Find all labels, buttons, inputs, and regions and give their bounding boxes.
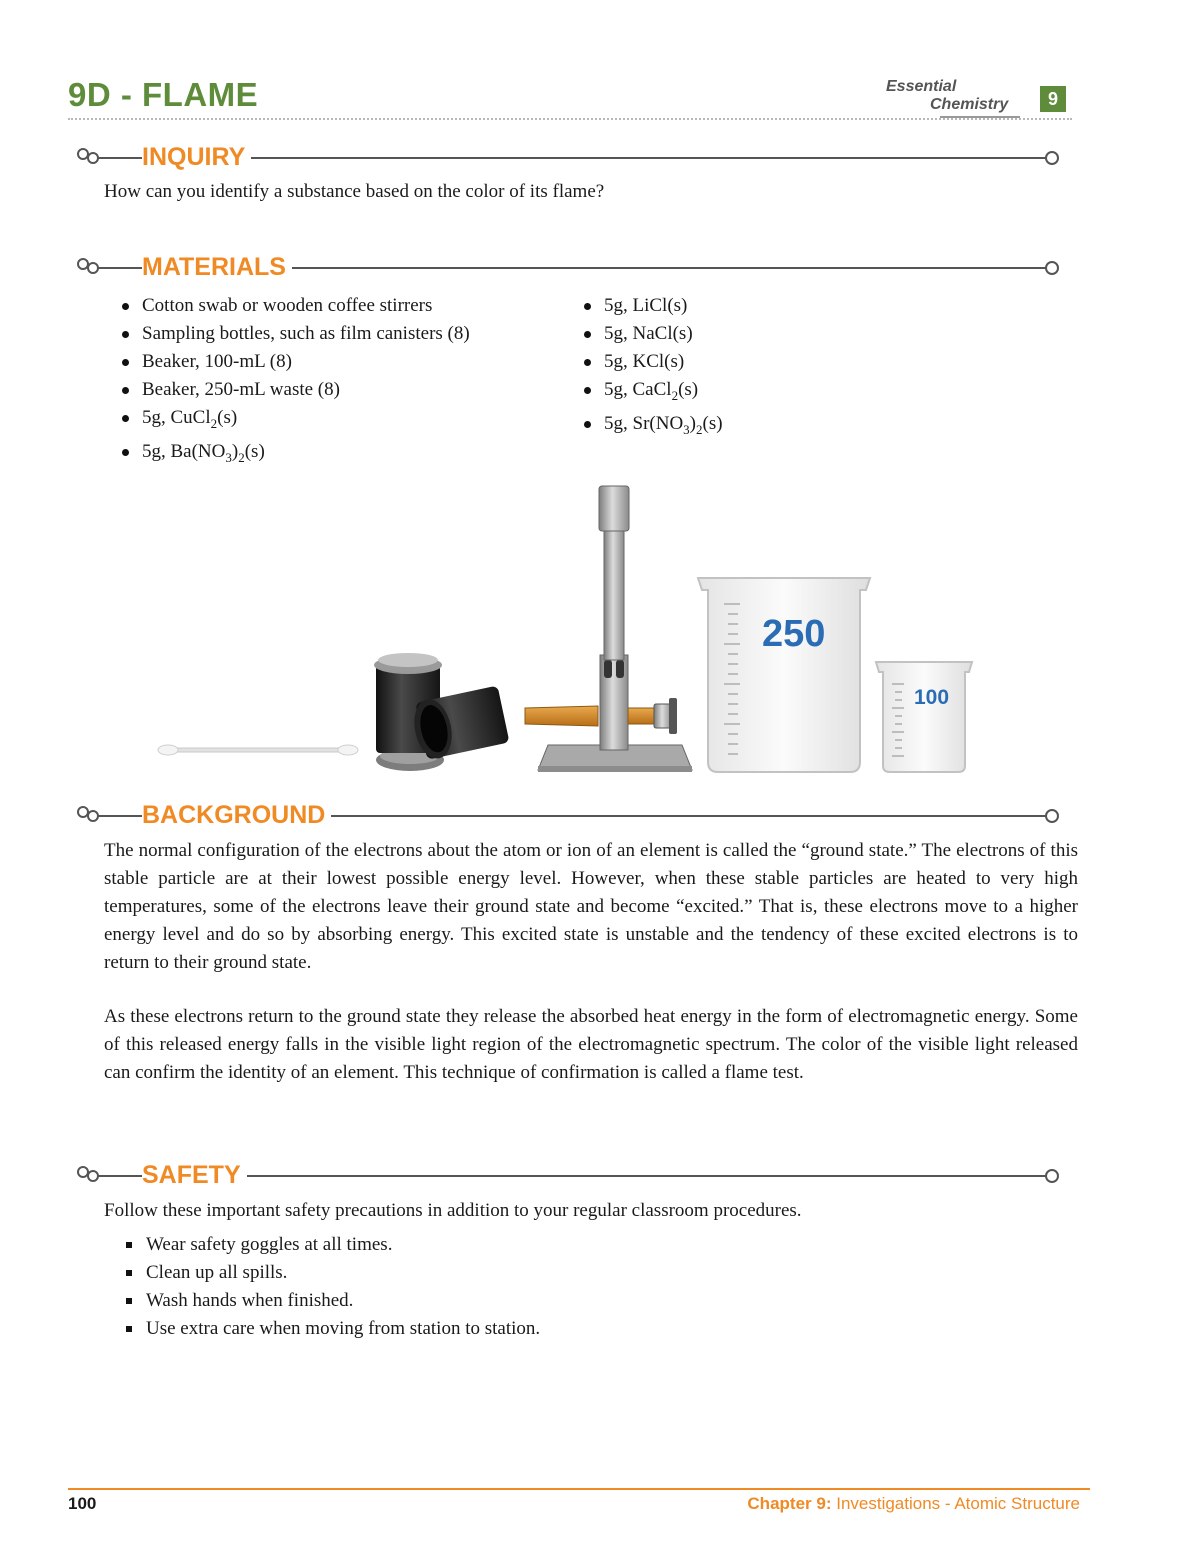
background-paragraph-2: As these electrons return to the ground state they release the absorbed heat energy in the form of electromagnetic energy. Some of this released energy falls in the visible light region of the electromagnetic spectrum. The color of the visible light released can confirm the identity of an element. This technique of confirmation is called a flame test. [104, 1006, 1078, 1083]
chapter-badge: 9 [1040, 86, 1066, 112]
background-heading-label: BACKGROUND [142, 801, 331, 830]
cotton-swab-icon [158, 745, 358, 755]
list-item: 5g, CaCl$_2$(s) [580, 376, 723, 410]
list-item: Beaker, 250-mL waste (8) [118, 376, 470, 404]
footer-divider [68, 1488, 1090, 1490]
safety-heading [74, 1163, 1070, 1193]
inquiry-heading [74, 145, 1070, 175]
header-divider [68, 118, 1072, 120]
list-item: Use extra care when moving from station to station. [122, 1315, 540, 1343]
list-item: Cotton swab or wooden coffee stirrers [118, 292, 470, 320]
background-heading [74, 803, 1070, 833]
beaker-100-label: 100 [914, 686, 950, 709]
brand-logo [880, 76, 1030, 120]
page-number: 100 [68, 1494, 97, 1513]
beaker-250-icon [698, 578, 870, 772]
background-paragraph-1: The normal configuration of the electrons about the atom or ion of an element is called the “ground state.” The electrons of this stable particle are at their lowest possible energy level. However, when these stable particles are heated to very high temperatures, some of the electrons leave their ground state and become “excited.” That is, these electrons move to a higher energy level and do so by absorbing energy. This excited state is unstable and the tendency of these excited electrons is to return to their ground state. [104, 840, 1078, 973]
materials-list-right [580, 292, 723, 444]
list-item: Beaker, 100-mL (8) [118, 348, 470, 376]
list-item: Sampling bottles, such as film canisters (8) [118, 320, 470, 348]
brand-line-1: Essential [886, 78, 957, 95]
safety-heading-label: SAFETY [142, 1161, 247, 1190]
bunsen-burner-icon [525, 486, 692, 772]
materials-list-left [118, 292, 470, 472]
beaker-250-label: 250 [762, 613, 826, 655]
safety-list [122, 1231, 540, 1343]
list-item: Wear safety goggles at all times. [122, 1231, 540, 1259]
brand-line-2: Chemistry [930, 96, 1009, 113]
inquiry-heading-label: INQUIRY [142, 143, 251, 172]
equipment-illustration [150, 480, 990, 780]
list-item: 5g, LiCl(s) [580, 292, 723, 320]
list-item: Wash hands when finished. [122, 1287, 540, 1315]
inquiry-question: How can you identify a substance based on the color of its flame? [104, 181, 605, 202]
materials-heading-label: MATERIALS [142, 253, 292, 282]
footer-chapter-prefix: Chapter 9: [747, 1494, 832, 1513]
list-item: 5g, CuCl$_2$(s) [118, 404, 470, 438]
list-item: 5g, $Sr(NO_3)_2(s)$ [580, 410, 723, 444]
list-item: 5g, $Ba(NO_3)_2(s)$ [118, 438, 470, 472]
list-item: 5g, NaCl(s) [580, 320, 723, 348]
beaker-100-icon [876, 662, 972, 772]
list-item: 5g, KCl(s) [580, 348, 723, 376]
footer-chapter [747, 1494, 1080, 1514]
page-title: 9D - FLAME [68, 76, 259, 113]
footer-chapter-title: Investigations - Atomic Structure [836, 1494, 1080, 1513]
list-item: Clean up all spills. [122, 1259, 540, 1287]
safety-intro: Follow these important safety precautions in addition to your regular classroom procedures. [104, 1200, 802, 1221]
film-canister-icon [374, 653, 510, 771]
materials-heading [74, 255, 1070, 285]
